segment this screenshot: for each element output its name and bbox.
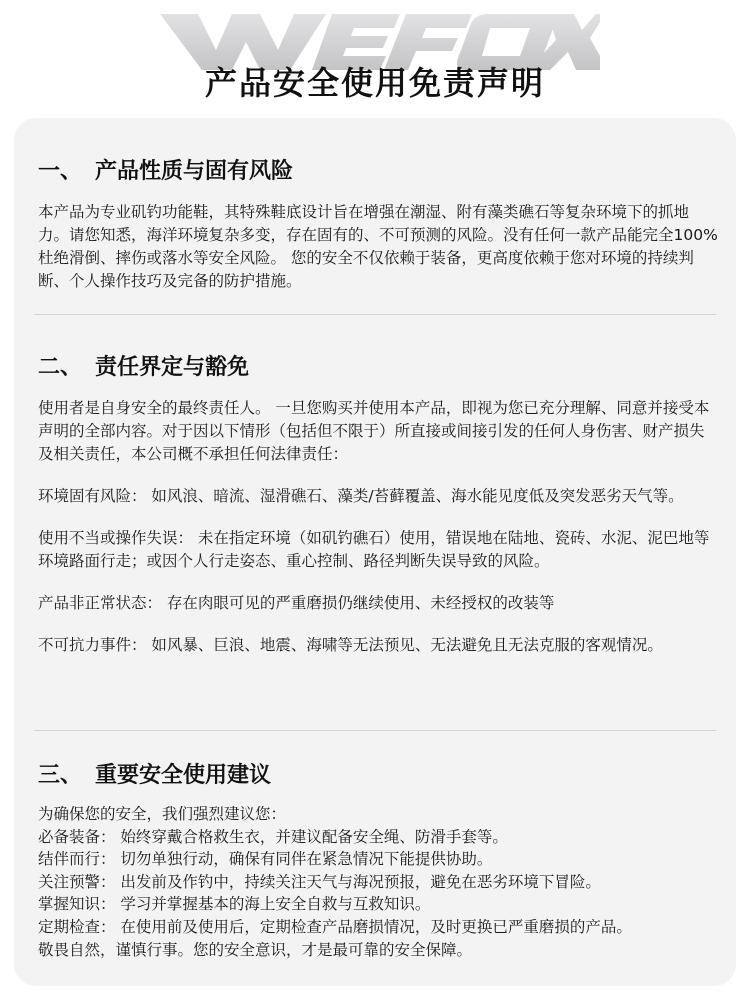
section-safety-advice [38,758,718,961]
advice-item: 结伴而行： 切勿单独行动，确保有同伴在紧急情况下能提供协助。 [38,850,493,869]
paragraph: 使用者是自身安全的最终责任人。 一旦您购买并使用本产品，即视为您已充分理解、同意并接受本声明的全部内容。对于因以下情形（包括但不限于）所直接或间接引发的任何人身伤害、财产损失及相关责任，本公司概不承担任何法律责任： [38,399,710,463]
disclaimer-card [14,118,736,986]
section-heading [38,758,718,789]
section-product-nature [38,154,718,293]
section-heading [38,154,718,185]
advice-item: 必备装备： 始终穿戴合格救生衣，并建议配备安全绳、防滑手套等。 [38,827,508,846]
paragraph: 本产品为专业矶钓功能鞋，其特殊鞋底设计旨在增强在潮湿、附有藻类礁石等复杂环境下的抓地力。请您知悉，海洋环境复杂多变，存在固有的、不可预测的风险。没有任何一款产品能完全100%杜绝滑倒、摔伤或落水等安全风险。 您的安全不仅依赖于装备，更高度依赖于您对环境的持续判断、个人操作技巧及完备的防护措施。 [38,203,718,290]
closing-statement: 敬畏自然，谨慎行事。您的安全意识，才是最可靠的安全保障。 [38,940,473,959]
section-divider [34,314,716,315]
advice-item: 掌握知识： 学习并掌握基本的海上安全自救与互救知识。 [38,895,431,914]
section-title: 产品性质与固有风险 [95,159,294,184]
section-number: 三、 [38,763,83,788]
advice-item: 定期检查： 在使用前及使用后，定期检查产品磨损情况，及时更换已严重磨损的产品。 [38,917,632,936]
paragraph: 环境固有风险： 如风浪、暗流、湿滑礁石、藻类/苔藓覆盖、海水能见度低及突发恶劣天气等。 [38,487,684,505]
advice-item: 关注预警： 出发前及作钓中，持续关注天气与海况预报，避免在恶劣环境下冒险。 [38,872,601,891]
paragraph: 不可抗力事件： 如风暴、巨浪、地震、海啸等无法预见、无法避免且无法克服的客观情况。 [38,636,663,654]
section-number: 一、 [38,159,83,184]
paragraph: 使用不当或操作失误： 未在指定环境（如矶钓礁石）使用，错误地在陆地、瓷砖、水泥、泥巴地等环境路面行走；或因个人行走姿态、重心控制、路径判断失误导致的风险。 [38,529,710,570]
page-title: 产品安全使用免责声明 [204,64,545,102]
section-number: 二、 [38,355,83,380]
section-title: 重要安全使用建议 [95,763,272,788]
section-heading [38,350,718,381]
section-title: 责任界定与豁免 [95,355,250,380]
paragraph: 产品非正常状态： 存在肉眼可见的严重磨损仍继续使用、未经授权的改装等 [38,594,555,612]
paragraph: 为确保您的安全，我们强烈建议您： [38,805,287,823]
section-divider [34,730,716,731]
section-liability [38,350,718,657]
